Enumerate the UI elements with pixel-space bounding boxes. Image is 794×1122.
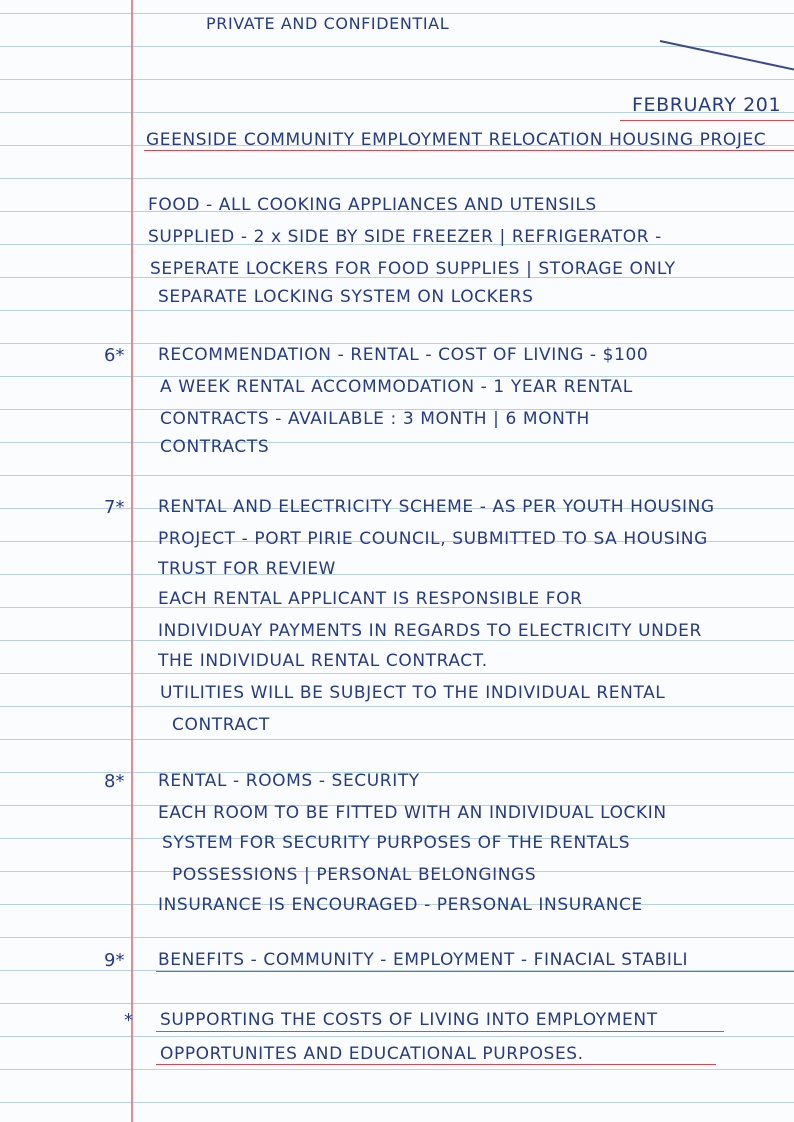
food-line-1: FOOD - ALL COOKING APPLIANCES AND UTENSILS — [148, 195, 597, 215]
item-8-line-5: INSURANCE IS ENCOURAGED - PERSONAL INSURANCE — [158, 895, 643, 915]
food-line-2: SUPPLIED - 2 x SIDE BY SIDE FREEZER | REFRIGERATOR - — [148, 227, 662, 247]
item-8-line-2: EACH ROOM TO BE FITTED WITH AN INDIVIDUAL LOCKIN — [158, 803, 667, 823]
support-underline-1 — [156, 1031, 724, 1032]
food-line-3: SEPERATE LOCKERS FOR FOOD SUPPLIES | STORAGE ONLY — [150, 259, 676, 279]
document-date: FEBRUARY 201 — [632, 94, 782, 116]
bullet-star: * — [124, 1010, 133, 1031]
item-6-line-1: RECOMMENDATION - RENTAL - COST OF LIVING - $100 — [158, 345, 649, 365]
title-underline — [144, 150, 794, 151]
margin-line — [131, 0, 133, 1122]
support-underline-2 — [156, 1064, 716, 1065]
item-number-9: 9* — [104, 950, 125, 971]
item-number-8: 8* — [104, 771, 125, 792]
item-number-6: 6* — [104, 345, 125, 366]
item-7-line-2: PROJECT - PORT PIRIE COUNCIL, SUBMITTED TO SA HOUSING — [158, 529, 708, 549]
item-7-line-6: THE INDIVIDUAL RENTAL CONTRACT. — [158, 651, 488, 671]
item-7-line-4: EACH RENTAL APPLICANT IS RESPONSIBLE FOR — [158, 589, 583, 609]
item-7-line-3: TRUST FOR REVIEW — [158, 559, 336, 579]
benefits-underline — [156, 971, 794, 972]
item-9-line-1: BENEFITS - COMMUNITY - EMPLOYMENT - FINACIAL STABILI — [158, 950, 689, 970]
project-title: GEENSIDE COMMUNITY EMPLOYMENT RELOCATION HOUSING PROJEC — [146, 130, 767, 150]
item-7-line-1: RENTAL AND ELECTRICITY SCHEME - AS PER YOUTH HOUSING — [158, 497, 715, 517]
date-underline — [620, 120, 794, 121]
item-8-line-4: POSSESSIONS | PERSONAL BELONGINGS — [172, 865, 537, 885]
item-8-line-1: RENTAL - ROOMS - SECURITY — [158, 771, 420, 791]
pen-stroke — [660, 40, 794, 77]
item-6-line-3: CONTRACTS - AVAILABLE : 3 MONTH | 6 MONTH — [160, 409, 590, 429]
item-6-line-4: CONTRACTS — [160, 437, 270, 457]
item-7-line-7: UTILITIES WILL BE SUBJECT TO THE INDIVIDUAL RENTAL — [160, 683, 666, 703]
support-line-2: OPPORTUNITES AND EDUCATIONAL PURPOSES. — [160, 1044, 584, 1064]
item-8-line-3: SYSTEM FOR SECURITY PURPOSES OF THE RENTALS — [162, 833, 631, 853]
confidential-label: PRIVATE AND CONFIDENTIAL — [206, 14, 450, 33]
item-7-line-8: CONTRACT — [172, 715, 270, 735]
item-number-7: 7* — [104, 497, 125, 518]
item-7-line-5: INDIVIDUAY PAYMENTS IN REGARDS TO ELECTRICITY UNDER — [158, 621, 702, 641]
food-line-4: SEPARATE LOCKING SYSTEM ON LOCKERS — [158, 287, 534, 307]
item-6-line-2: A WEEK RENTAL ACCOMMODATION - 1 YEAR RENTAL — [160, 377, 633, 397]
support-line-1: SUPPORTING THE COSTS OF LIVING INTO EMPLOYMENT — [160, 1010, 658, 1030]
